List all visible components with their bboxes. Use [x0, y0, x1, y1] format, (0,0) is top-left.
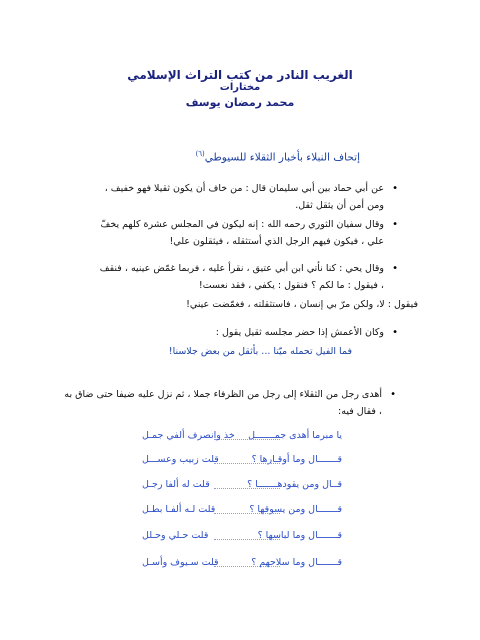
poem-first-hemistich: يا مبرما أهدى جمـــــــل — [248, 430, 342, 441]
dotted-separator — [214, 539, 280, 540]
book-title: الغريب النادر من كتب التراث الإسلامي — [127, 68, 353, 82]
poem-first-hemistich: قـــــــال ومن يسوقها ؟ — [249, 504, 342, 515]
bullet-icon: • — [392, 327, 398, 338]
bullet-icon: • — [392, 219, 398, 230]
paragraph — [94, 324, 398, 341]
paragraph-text: عن أبي حماد بين أبي سليمان قال : من خاف أن يكون ثقيلا فهو خفيف ، ومن أمن أن يثقل ثقل. — [104, 183, 384, 211]
poem-line — [142, 479, 342, 495]
paragraph — [94, 216, 398, 250]
dotted-separator — [214, 566, 280, 567]
poem-second-hemistich: قلت زبيب وعســـل — [142, 454, 219, 465]
paragraph — [94, 180, 398, 214]
paragraph-text: وقال يحي : كنا نأتي ابن أبي عتيق ، نقرأ عليه ، فربما غمّض عينيه ، فنقف ، فيقول : ما لكم ؟ فنقول : يكفي ، فقد نعست! — [99, 263, 384, 291]
poem-line — [142, 430, 342, 446]
footnote-marker: (٦) — [195, 150, 205, 158]
bullet-icon: • — [392, 183, 398, 194]
poem-second-hemistich: قلت له ألفا رجـل — [142, 479, 210, 490]
paragraph-text: وكان الأعمش إذا حضر مجلسه ثقيل يقول : — [215, 327, 384, 338]
book-subtitle: مختارات — [219, 82, 261, 93]
poem-line — [142, 504, 342, 520]
paragraph-text: أهدى رجل من الثقلاء إلى رجل من الظرفاء جملا ، ثم نزل عليه ضيفا حتى ضاق به ، فقال فيه: — [64, 389, 382, 417]
poem-second-hemistich: قلت حـلي وحـلل — [142, 530, 209, 541]
bullet-icon: • — [390, 389, 396, 400]
poem-second-hemistich: قلت لـه ألفـا بطـل — [142, 504, 216, 515]
bullet-icon: • — [392, 263, 398, 274]
poem-second-hemistich: خذ وانصرف ألفي جمـل — [142, 430, 235, 441]
poem-first-hemistich: قـــــــال وما سلاحهم ؟ — [251, 557, 342, 568]
poem-second-hemistich: قلت سـيوف وأسـل — [142, 557, 219, 568]
dotted-separator — [214, 463, 280, 464]
section-title-text: إتحاف النبلاء بأخبار الثقلاء للسيوطي — [204, 151, 360, 164]
section-title — [120, 150, 360, 164]
paragraph — [88, 296, 418, 313]
paragraph-text: وقال سفيان الثوري رحمه الله : إنه ليكون في المجلس عشرة كلهم يخفّ علي ، فيكون فيهم الرجل الذي أستثقله ، فيثقلون علي! — [100, 219, 384, 247]
dotted-separator — [214, 513, 280, 514]
poem-first-hemistich: قـــــــال وما أوقـارها ؟ — [251, 454, 342, 465]
paragraph — [94, 260, 398, 294]
verse-line: فما الفيل تحمله ميّتا ... بأثقل من بعض جلاسنا! — [168, 346, 352, 357]
poem-first-hemistich: قــال ومن يقودهـــــــا ؟ — [247, 479, 342, 490]
poem-first-hemistich: قـــــــال وما لباسها ؟ — [257, 530, 342, 541]
poem-line — [142, 530, 342, 546]
paragraph — [62, 386, 396, 420]
poem-line — [142, 557, 342, 573]
paragraph-text: فيقول : لا، ولكن مرّ بي إنسان ، فاستثقلته ، فغمّضت عيني! — [186, 299, 418, 310]
poem-line — [142, 454, 342, 470]
author-name: محمد رمضان يوسف — [185, 96, 295, 109]
dotted-separator — [214, 488, 280, 489]
